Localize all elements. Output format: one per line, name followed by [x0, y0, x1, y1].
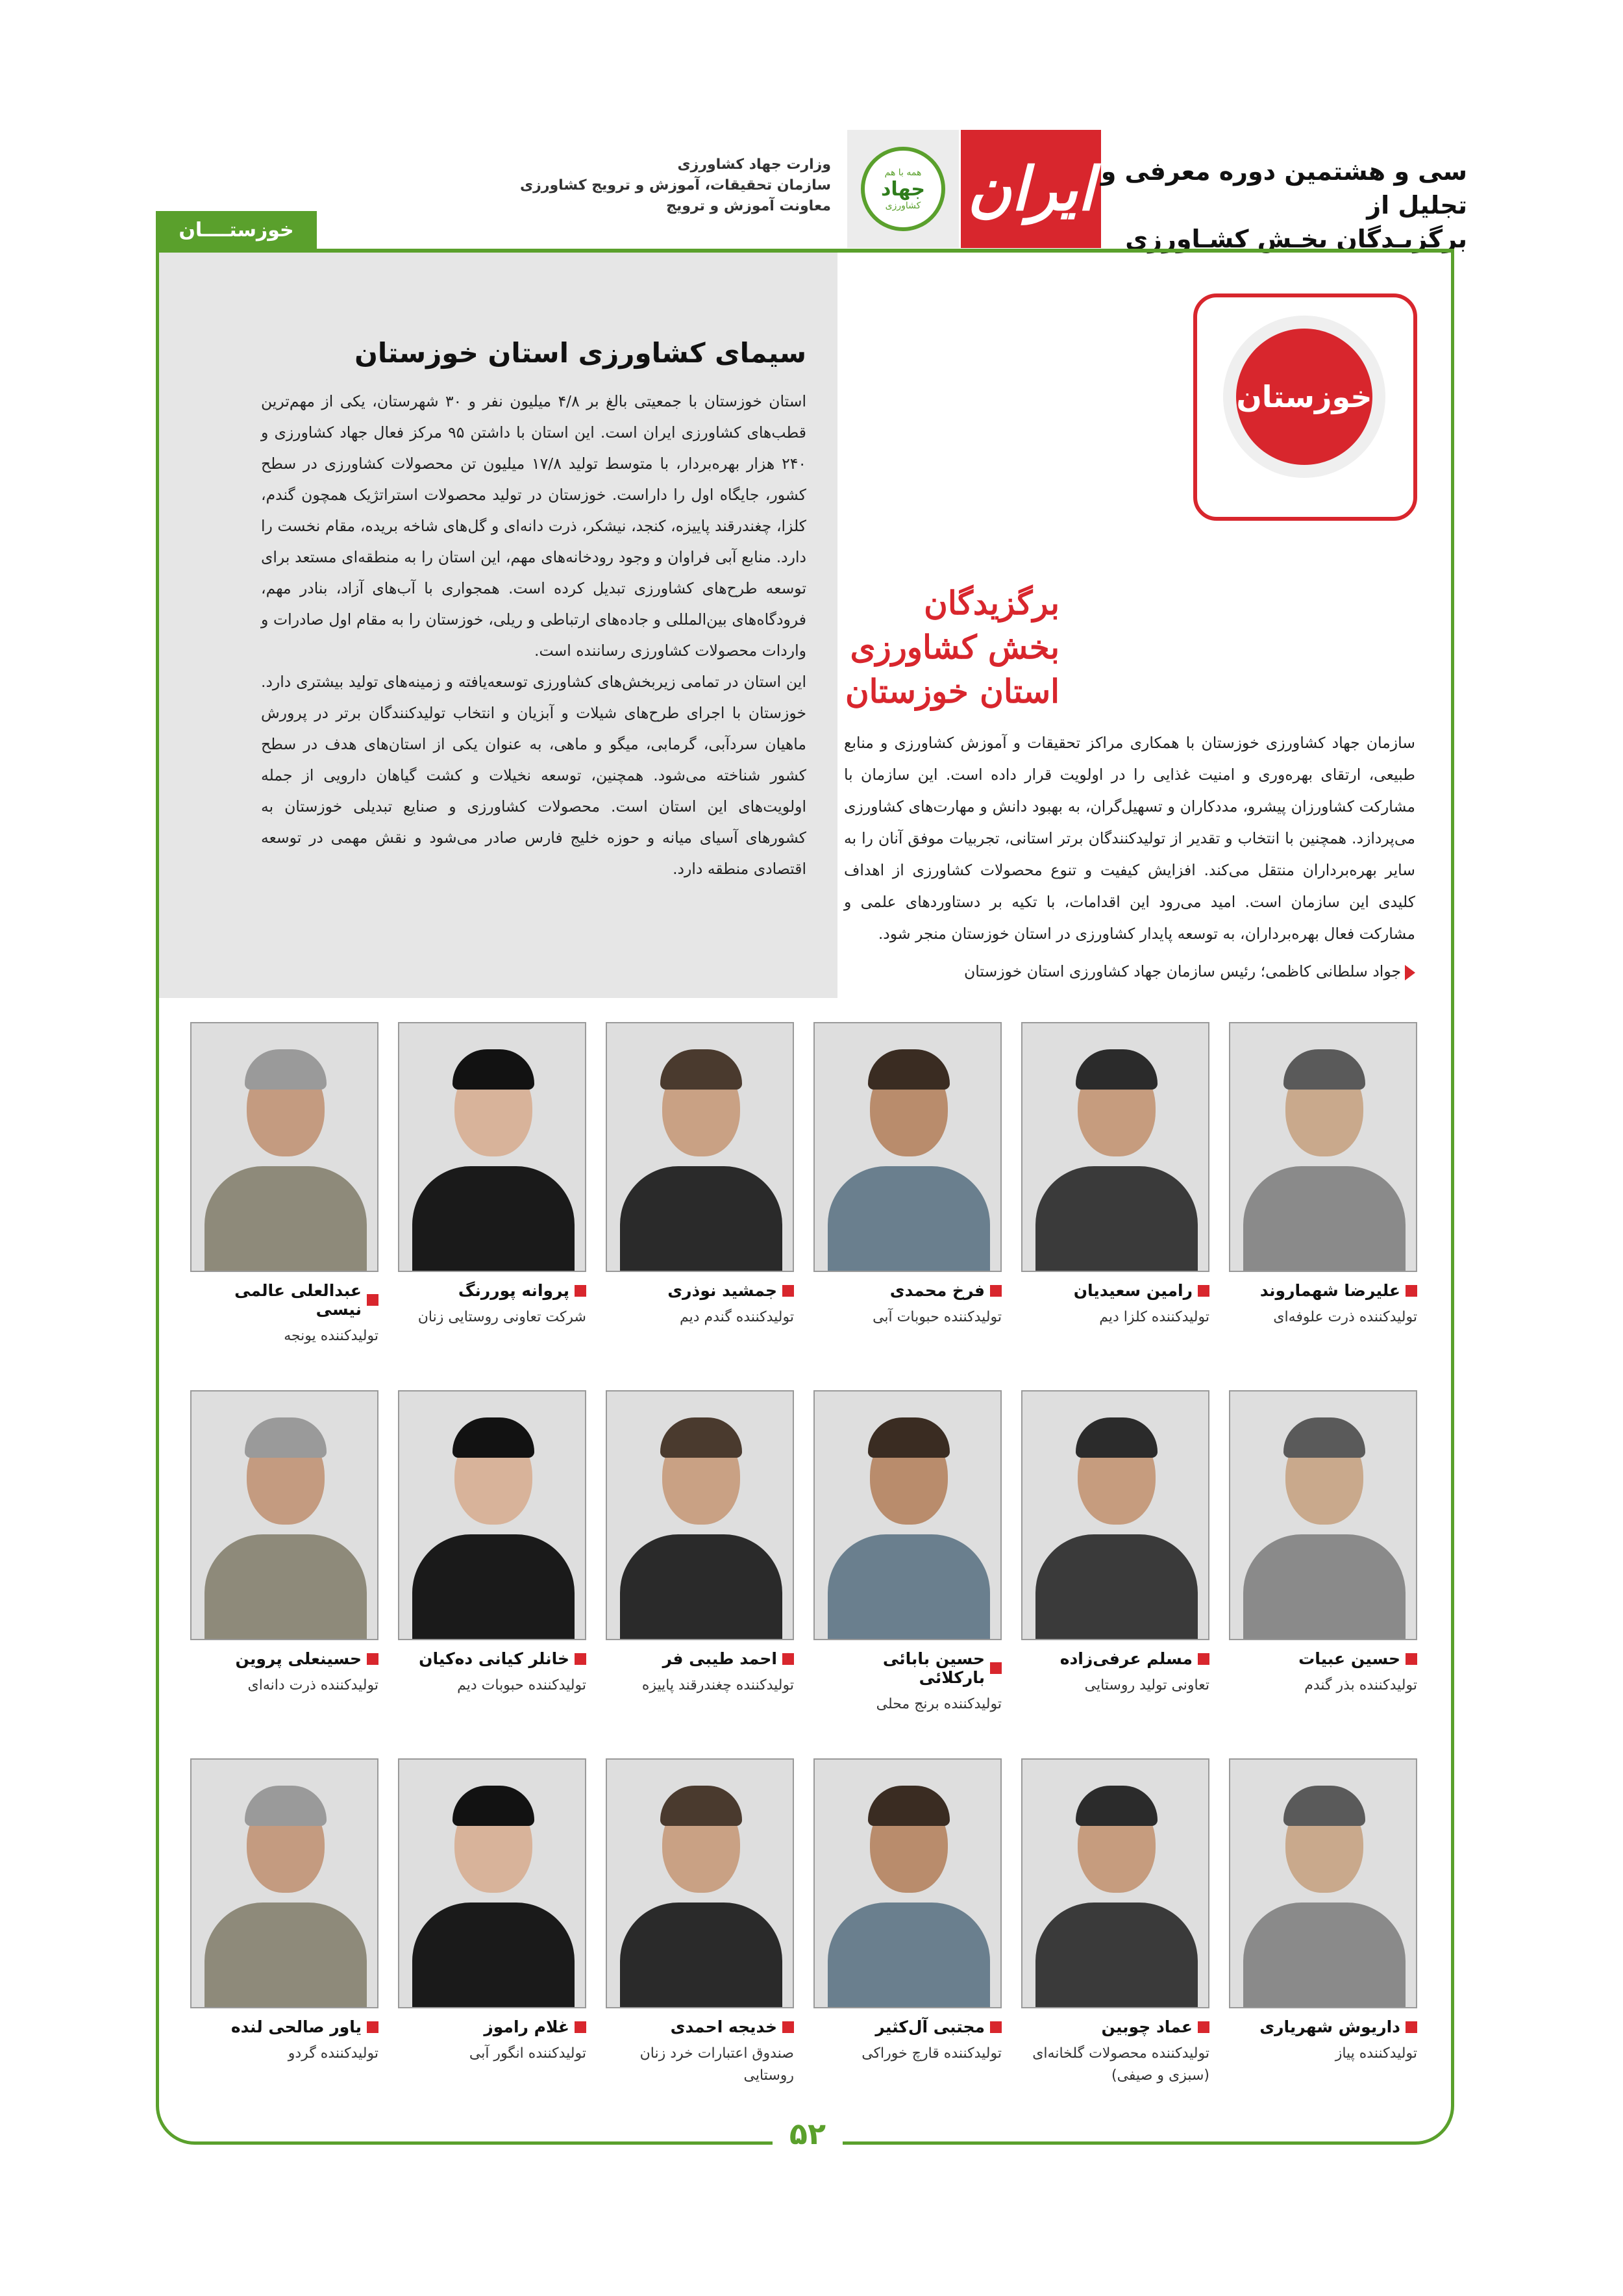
winner-role-line1: تولیدکننده بذر گندم — [1304, 1677, 1417, 1693]
bullet-square-icon — [782, 2021, 794, 2033]
winners-heading-line1: برگزیدگان — [924, 584, 1059, 622]
portrait-shoulders — [828, 1534, 990, 1640]
winner-name-row — [190, 2017, 378, 2036]
winner-role-line2: (سبزی و صیفی) — [1111, 2067, 1209, 2084]
winner-card — [190, 1390, 378, 1758]
winner-card — [1021, 1758, 1209, 2127]
winner-card — [398, 1758, 586, 2127]
winner-name-row — [1021, 2017, 1209, 2036]
bullet-square-icon — [990, 1285, 1002, 1297]
portrait-shoulders — [204, 1903, 367, 2008]
portrait-shoulders — [412, 1903, 575, 2008]
portrait-shoulders — [1243, 1534, 1406, 1640]
logo-bottom-text: کشاورزی — [885, 200, 921, 211]
winner-name: مسلم عرفی‌زاده — [1059, 1649, 1193, 1668]
winner-name: عبدالعلی عالمی نیسی — [234, 1281, 362, 1319]
ministry-info — [519, 155, 831, 217]
logo-main-text: جهاد — [880, 177, 926, 201]
org-line3: معاونت آموزش و ترویج — [666, 198, 831, 214]
winner-card — [190, 1022, 378, 1390]
signature — [844, 962, 1415, 980]
signature-text: جواد سلطانی کاظمی؛ رئیس سازمان جهاد کشاورزی استان خوزستان — [964, 962, 1401, 980]
winner-role-line1: تولیدکننده کلزا دیم — [1099, 1309, 1209, 1325]
winner-card — [606, 1758, 794, 2127]
bullet-square-icon — [575, 1653, 586, 1665]
winner-role — [1021, 1675, 1209, 1697]
winner-name: حسین عبیات — [1298, 1649, 1400, 1668]
portrait-hair — [868, 1417, 950, 1458]
winner-name: حسینعلی پروین — [235, 1649, 362, 1668]
winner-role — [190, 1325, 378, 1347]
portrait-hair — [245, 1786, 327, 1826]
winner-name-row — [398, 2017, 586, 2036]
winner-name: خدیجه احمدی — [670, 2017, 777, 2036]
portrait-hair — [660, 1049, 742, 1090]
winner-role-line1: تولیدکننده گندم دیم — [679, 1309, 794, 1325]
winner-name-row — [1021, 1649, 1209, 1668]
portrait-hair — [245, 1417, 327, 1458]
bullet-square-icon — [990, 2021, 1002, 2033]
portrait-photo — [398, 1390, 586, 1640]
portrait-photo — [398, 1758, 586, 2008]
winner-role — [398, 2043, 586, 2065]
header-title — [1065, 155, 1467, 256]
portrait-hair — [245, 1049, 327, 1090]
bullet-square-icon — [782, 1653, 794, 1665]
winner-role — [813, 1306, 1002, 1329]
logo-top-text: همه با هم — [884, 167, 922, 178]
winner-card — [398, 1390, 586, 1758]
winner-role-line1: تولیدکننده ذرت دانه‌ای — [247, 1677, 378, 1693]
winners-grid — [190, 1022, 1417, 2127]
province-circle — [1223, 316, 1385, 478]
portrait-hair — [1076, 1786, 1158, 1826]
winner-role — [813, 2043, 1002, 2065]
bullet-square-icon — [782, 1285, 794, 1297]
winner-role — [398, 1306, 586, 1329]
winner-name-row — [1229, 1649, 1417, 1668]
winner-role-line1: تولیدکننده برنج محلی — [876, 1696, 1002, 1712]
winner-role — [190, 1675, 378, 1697]
article-paragraph-2: این استان در تمامی زیربخش‌های کشاورزی توسعه‌یافته و زمینه‌های تولید بیشتری دارد. خوزستان با اجرای طرح‌های شیلات و آبزیان و انتخاب تولیدکنندگان برتر در پرورش ماهیان سردآبی، گرمابی، میگو و ماهی، به عنوان یکی از استان‌های هدف در سطح کشور شناخته می‌شود. همچنین، توسعه نخیلات و کشت گیاهان دارویی از جمله اولویت‌های این استان است. محصولات کشاورزی و صنایع تبدیلی خوزستان به کشورهای آسیای میانه و حوزه خلیج فارس صادر می‌شود و نقش مهمی در توسعه اقتصادی منطقه دارد. — [261, 673, 806, 878]
portrait-photo — [813, 1758, 1002, 2008]
winner-role — [1021, 1306, 1209, 1329]
portrait-shoulders — [1035, 1903, 1198, 2008]
winner-card — [606, 1390, 794, 1758]
winner-card — [1229, 1758, 1417, 2127]
winner-name-row — [1229, 2017, 1417, 2036]
portrait-hair — [868, 1049, 950, 1090]
portrait-hair — [868, 1786, 950, 1826]
portrait-hair — [452, 1417, 534, 1458]
bullet-square-icon — [1406, 1285, 1417, 1297]
province-name: خوزستان — [1236, 329, 1372, 465]
winner-role-line1: شرکت تعاونی روستایی زنان — [417, 1309, 586, 1325]
article-title: سیمای کشاورزی استان خوزستان — [354, 337, 806, 369]
winner-role-line1: تولیدکننده حبوبات آبی — [873, 1309, 1002, 1325]
bullet-square-icon — [367, 2021, 378, 2033]
winner-card — [606, 1022, 794, 1390]
portrait-shoulders — [1243, 1903, 1406, 2008]
winner-role — [813, 1693, 1002, 1716]
winner-name: علیرضا شهماروند — [1259, 1281, 1400, 1300]
page-number: ۵۲ — [773, 2114, 843, 2153]
portrait-shoulders — [1243, 1166, 1406, 1272]
winner-role — [606, 2043, 794, 2087]
winner-role-line1: تولیدکننده قارچ خوراکی — [861, 2045, 1002, 2062]
bullet-square-icon — [1406, 2021, 1417, 2033]
bullet-square-icon — [575, 2021, 586, 2033]
bullet-square-icon — [367, 1294, 378, 1306]
bullet-square-icon — [1198, 2021, 1209, 2033]
winner-role-line1: تولیدکننده گردو — [288, 2045, 378, 2062]
winner-role-line1: تولیدکننده حبوبات دیم — [457, 1677, 586, 1693]
winner-name-row — [398, 1649, 586, 1668]
jihad-keshavarzi-logo — [861, 147, 945, 231]
winner-role-line1: تولیدکننده پیاز — [1335, 2045, 1417, 2062]
portrait-hair — [1076, 1417, 1158, 1458]
winner-role — [1229, 2043, 1417, 2065]
bullet-square-icon — [1406, 1653, 1417, 1665]
portrait-shoulders — [620, 1903, 782, 2008]
winner-name: حسین بابائی بارکلائی — [882, 1649, 985, 1687]
intro-text: سازمان جهاد کشاورزی خوزستان با همکاری مراکز تحقیقات و آموزش کشاورزی و منابع طبیعی، ارتقای بهره‌وری و امنیت غذایی را در اولویت قرار داده است. این سازمان با مشارکت کشاورزان پیشرو، مددکاران و تسهیل‌گران، به بهبود دانش و مهارت‌های کشاورزی می‌پردازد. همچنین با انتخاب و تقدیر از تولیدکنندگان برتر استانی، تجربیات موفق آنان را به سایر بهره‌برداران منتقل می‌کند. افزایش کیفیت و تنوع محصولات کشاورزی از اهداف کلیدی این سازمان است. امید می‌رود این اقدامات، با تکیه بر دستاوردهای علمی و مشارکت فعال بهره‌برداران، به توسعه پایدار کشاورزی در استان خوزستان منجر شود. — [844, 734, 1415, 943]
winner-card — [1021, 1022, 1209, 1390]
winner-role-line1: تولیدکننده محصولات گلخانه‌ای — [1032, 2045, 1209, 2062]
winner-name: یاور صالحی لنده — [230, 2017, 362, 2036]
winner-card — [813, 1022, 1002, 1390]
winner-card — [190, 1758, 378, 2127]
portrait-photo — [1021, 1022, 1209, 1272]
bullet-square-icon — [990, 1662, 1002, 1674]
header-title-line2: برگزیـدگان بخـش کشـاورزی — [1125, 225, 1467, 253]
winner-name-row — [190, 1281, 378, 1319]
portrait-photo — [606, 1758, 794, 2008]
org-line1: وزارت جهاد کشاورزی — [677, 156, 831, 173]
winner-card — [813, 1758, 1002, 2127]
portrait-shoulders — [828, 1903, 990, 2008]
winner-name: پروانه پوررنگ — [458, 1281, 569, 1300]
org-line2: سازمان تحقیقات، آموزش و ترویج کشاورزی — [519, 177, 831, 193]
portrait-photo — [190, 1758, 378, 2008]
winner-name: داریوش شهریاری — [1259, 2017, 1400, 2036]
winner-card — [813, 1390, 1002, 1758]
winner-name: احمد طیبی فر — [662, 1649, 777, 1668]
winner-name-row — [398, 1281, 586, 1300]
province-badge — [1193, 293, 1417, 521]
portrait-hair — [452, 1786, 534, 1826]
winner-role — [1229, 1675, 1417, 1697]
winner-name: غلام راموز — [484, 2017, 569, 2036]
portrait-hair — [1283, 1786, 1365, 1826]
article-paragraph-1: استان خوزستان با جمعیتی بالغ بر ۴/۸ میلیون نفر و ۳۰ شهرستان، یکی از مهم‌ترین قطب‌های کشاورزی ایران است. این استان با داشتن ۹۵ مرکز فعال جهاد کشاورزی و ۲۴۰ هزار بهره‌بردار، با متوسط تولید ۱۷/۸ میلیون تن محصولات کشاورزی در سطح کشور، جایگاه اول را داراست. خوزستان در تولید محصولات استراتژیک همچون گندم، کلزا، چغندرقند پاییزه، کنجد، نیشکر، ذرت دانه‌ای و گل‌های شاخه بریده، مقام نخست را دارد. منابع آبی فراوان و وجود رودخانه‌های مهم، این استان را به منطقه‌ای مستعد برای توسعه طرح‌های کشاورزی تبدیل کرده است. همجواری با آب‌های آزاد، بنادر مهم، فرودگاه‌های بین‌المللی و جاده‌های ارتباطی و ریلی، خوزستان را به مقام اول صادرات و واردات محصولات کشاورزی رساننده است. — [261, 392, 807, 660]
winner-role-line1: تولیدکننده چغندرقند پاییزه — [641, 1677, 794, 1693]
portrait-photo — [1021, 1390, 1209, 1640]
winner-name: خانلر کیانی ده‌کیان — [419, 1649, 569, 1668]
portrait-shoulders — [1035, 1166, 1198, 1272]
portrait-shoulders — [412, 1534, 575, 1640]
bullet-square-icon — [575, 1285, 586, 1297]
bullet-square-icon — [1198, 1285, 1209, 1297]
portrait-hair — [1076, 1049, 1158, 1090]
portrait-shoulders — [620, 1166, 782, 1272]
portrait-shoulders — [1035, 1534, 1198, 1640]
portrait-shoulders — [412, 1166, 575, 1272]
bullet-square-icon — [1198, 1653, 1209, 1665]
portrait-hair — [660, 1417, 742, 1458]
portrait-hair — [1283, 1049, 1365, 1090]
winners-heading-line2: بخش کشاورزی — [850, 628, 1059, 666]
winner-card — [1021, 1390, 1209, 1758]
winner-name-row — [813, 2017, 1002, 2036]
header-title-line1: سی و هشتمین دوره معرفی و تجلیل از — [1100, 157, 1467, 219]
portrait-photo — [606, 1022, 794, 1272]
winner-role — [606, 1306, 794, 1329]
portrait-hair — [660, 1786, 742, 1826]
portrait-photo — [813, 1390, 1002, 1640]
portrait-photo — [398, 1022, 586, 1272]
winner-name-row — [606, 1281, 794, 1300]
portrait-photo — [190, 1390, 378, 1640]
winner-card — [1229, 1022, 1417, 1390]
winner-name: عماد چوبین — [1101, 2017, 1193, 2036]
portrait-photo — [606, 1390, 794, 1640]
brand-name: ایران — [967, 154, 1095, 224]
portrait-hair — [452, 1049, 534, 1090]
winner-role-line2: روستایی — [743, 2067, 794, 2084]
winner-role — [398, 1675, 586, 1697]
winner-name: فرخ محمدی — [889, 1281, 985, 1300]
portrait-photo — [1229, 1022, 1417, 1272]
portrait-shoulders — [620, 1534, 782, 1640]
portrait-photo — [1229, 1390, 1417, 1640]
arrow-icon — [1405, 965, 1415, 980]
winner-name-row — [606, 2017, 794, 2036]
winners-heading-line3: استان خوزستان — [845, 672, 1059, 710]
winner-role — [190, 2043, 378, 2065]
winner-role-line1: صندوق اعتبارات خرد زنان — [639, 2045, 794, 2062]
winner-name-row — [813, 1281, 1002, 1300]
winner-name-row — [1229, 1281, 1417, 1300]
portrait-photo — [1021, 1758, 1209, 2008]
winner-name-row — [190, 1649, 378, 1668]
winner-card — [1229, 1390, 1417, 1758]
portrait-shoulders — [828, 1166, 990, 1272]
winner-role — [1229, 1306, 1417, 1329]
bullet-square-icon — [367, 1653, 378, 1665]
winner-role-line1: تولیدکننده یونجه — [284, 1328, 378, 1344]
winner-name-row — [606, 1649, 794, 1668]
article-panel — [159, 253, 837, 998]
winner-role — [1021, 2043, 1209, 2087]
section-tab: خوزستــــان — [156, 211, 317, 249]
portrait-shoulders — [204, 1166, 367, 1272]
winner-role — [606, 1675, 794, 1697]
winner-name: جمشید نوذری — [667, 1281, 777, 1300]
portrait-photo — [1229, 1758, 1417, 2008]
winner-role-line1: تعاونی تولید روستایی — [1084, 1677, 1209, 1693]
winner-card — [398, 1022, 586, 1390]
portrait-hair — [1283, 1417, 1365, 1458]
winner-role-line1: تولیدکننده انگور آبی — [469, 2045, 586, 2062]
portrait-photo — [190, 1022, 378, 1272]
winner-name-row — [1021, 1281, 1209, 1300]
winner-role-line1: تولیدکننده ذرت علوفه‌ای — [1273, 1309, 1417, 1325]
jihad-logo-box — [847, 130, 959, 248]
article-body — [261, 386, 806, 884]
winner-name-row — [813, 1649, 1002, 1687]
portrait-shoulders — [204, 1534, 367, 1640]
winner-name: مجتبی آل‌کثیر — [875, 2017, 985, 2036]
portrait-photo — [813, 1022, 1002, 1272]
winner-name: رامین سعیدیان — [1073, 1281, 1193, 1300]
winners-heading — [845, 581, 1059, 714]
